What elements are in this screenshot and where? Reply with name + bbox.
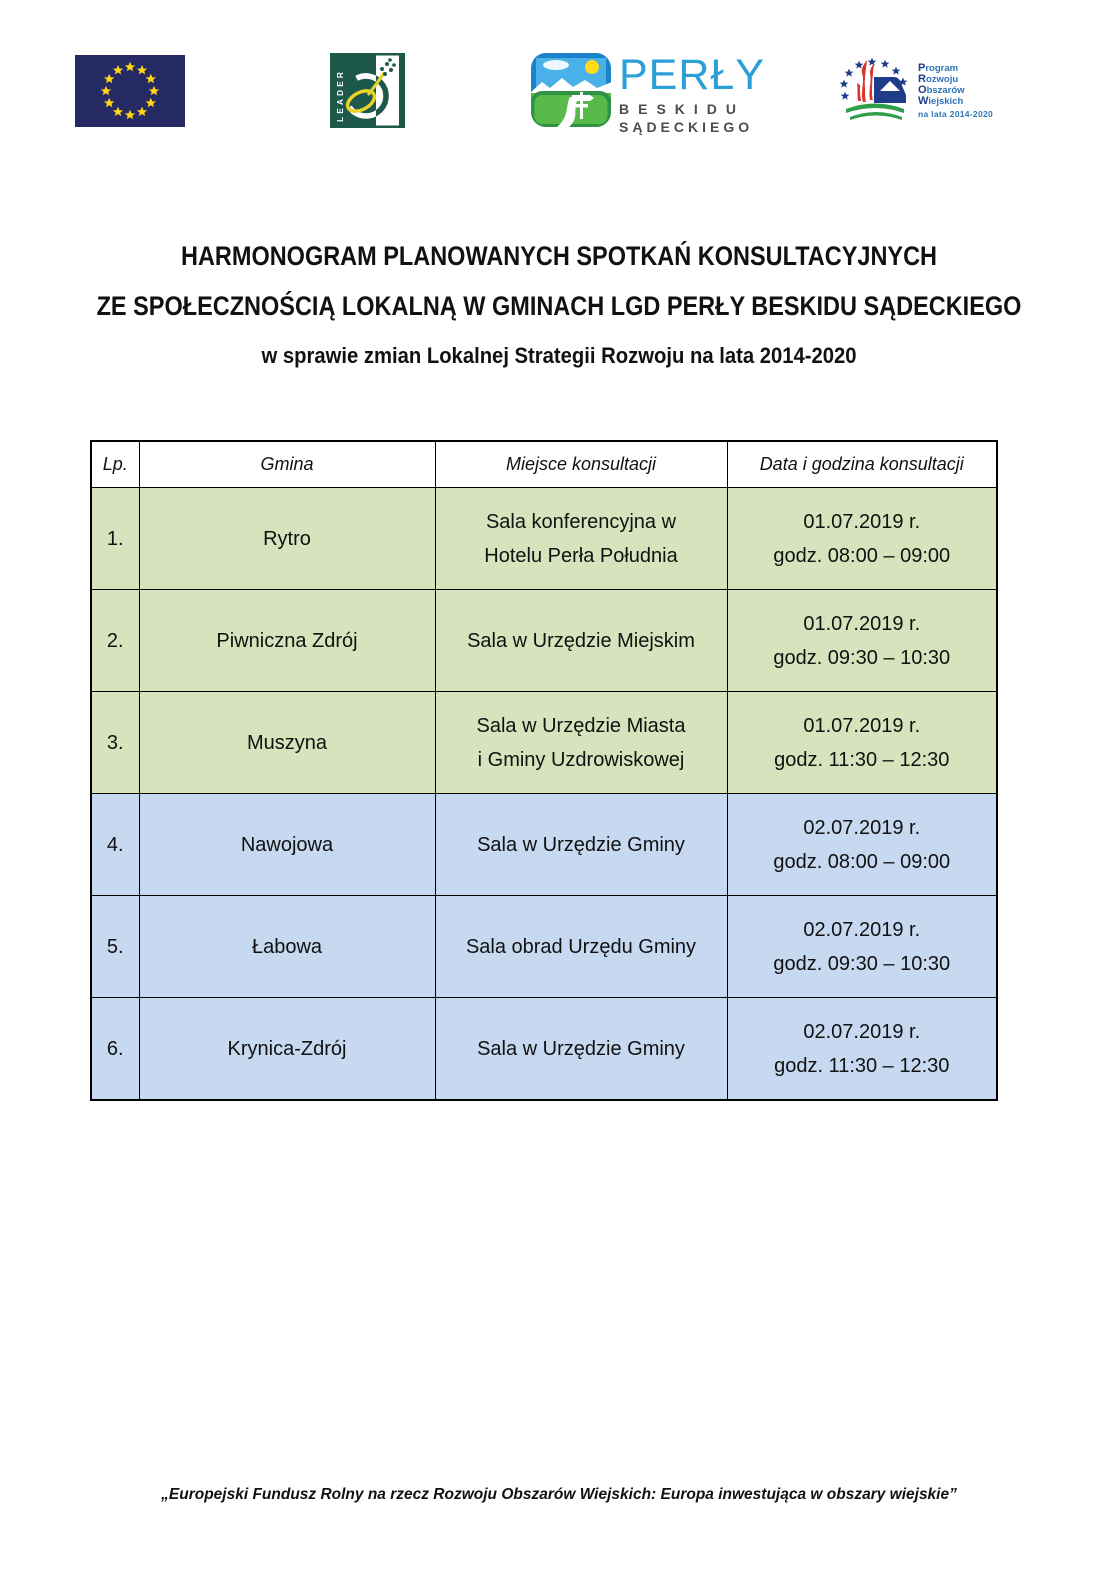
prow-line-3: Obszarów	[918, 83, 965, 96]
prow-line-2: Rozwoju	[918, 72, 959, 85]
cell-lp: 3.	[91, 692, 139, 794]
cell-data-godzina: 02.07.2019 r. godz. 08:00 – 09:00	[727, 794, 997, 896]
eu-flag-logo	[75, 55, 185, 127]
header-data-godzina: Data i godzina konsultacji	[727, 441, 997, 488]
cell-data-godzina: 01.07.2019 r. godz. 09:30 – 10:30	[727, 590, 997, 692]
table-row	[91, 794, 997, 896]
perly-subtitle-2: SĄDECKIEGO	[619, 119, 754, 135]
perly-subtitle-1: BESKIDU	[619, 101, 746, 117]
header-miejsce: Miejsce konsultacji	[435, 441, 727, 488]
prow-logo	[836, 55, 993, 127]
cell-gmina: Piwniczna Zdrój	[139, 590, 435, 692]
prow-subline: na lata 2014-2020	[918, 108, 994, 119]
cell-lp: 4.	[91, 794, 139, 896]
cell-miejsce: Sala konferencyjna w Hotelu Perła Południa	[435, 488, 727, 590]
perly-icon	[530, 52, 612, 128]
perly-logo	[530, 52, 765, 135]
cell-miejsce: Sala obrad Urzędu Gminy	[435, 896, 727, 998]
cell-gmina: Nawojowa	[139, 794, 435, 896]
cell-gmina: Muszyna	[139, 692, 435, 794]
table-row	[91, 998, 997, 1101]
cell-gmina: Łabowa	[139, 896, 435, 998]
table-row	[91, 590, 997, 692]
header-gmina: Gmina	[139, 441, 435, 488]
perly-title: PERŁY	[619, 51, 766, 99]
cell-data-godzina: 02.07.2019 r. godz. 09:30 – 10:30	[727, 896, 997, 998]
cell-gmina: Rytro	[139, 488, 435, 590]
eu-flag-icon	[75, 55, 185, 127]
prow-emblem-icon	[836, 55, 914, 127]
document-title-line-1: HARMONOGRAM PLANOWANYCH SPOTKAŃ KONSULTACYJNYCH	[180, 241, 938, 271]
cell-data-godzina: 01.07.2019 r. godz. 08:00 – 09:00	[727, 488, 997, 590]
header-lp: Lp.	[91, 441, 139, 488]
cell-miejsce: Sala w Urzędzie Gminy	[435, 998, 727, 1101]
table-row	[91, 896, 997, 998]
cell-gmina: Krynica-Zdrój	[139, 998, 435, 1101]
cell-lp: 2.	[91, 590, 139, 692]
cell-miejsce: Sala w Urzędzie Miejskim	[435, 590, 727, 692]
leader-icon	[330, 53, 405, 128]
leader-logo	[330, 53, 405, 128]
prow-line-1: Program	[918, 61, 959, 74]
document-title-line-3: w sprawie zmian Lokalnej Strategii Rozwoju na lata 2014-2020	[261, 343, 857, 368]
table-row	[91, 692, 997, 794]
perly-wordmark	[619, 52, 765, 135]
cell-data-godzina: 01.07.2019 r. godz. 11:30 – 12:30	[727, 692, 997, 794]
leader-wordmark: LEADER	[335, 69, 345, 122]
eafrd-footer-note: „Europejski Fundusz Rolny na rzecz Rozwoju Obszarów Wiejskich: Europa inwestująca w obszary wiejskie”	[161, 1486, 957, 1503]
cell-data-godzina: 02.07.2019 r. godz. 11:30 – 12:30	[727, 998, 997, 1101]
prow-line-4: Wiejskich	[918, 94, 964, 107]
table-row	[91, 488, 997, 590]
consultation-schedule-table	[90, 440, 998, 1101]
cell-miejsce: Sala w Urzędzie Gminy	[435, 794, 727, 896]
prow-wordmark	[918, 63, 993, 120]
cell-lp: 1.	[91, 488, 139, 590]
cell-lp: 6.	[91, 998, 139, 1101]
table-header-row	[91, 441, 997, 488]
cell-miejsce: Sala w Urzędzie Miasta i Gminy Uzdrowiskowej	[435, 692, 727, 794]
cell-lp: 5.	[91, 896, 139, 998]
document-title-line-2: ZE SPOŁECZNOŚCIĄ LOKALNĄ W GMINACH LGD PERŁY BESKIDU SĄDECKIEGO	[96, 291, 1022, 321]
